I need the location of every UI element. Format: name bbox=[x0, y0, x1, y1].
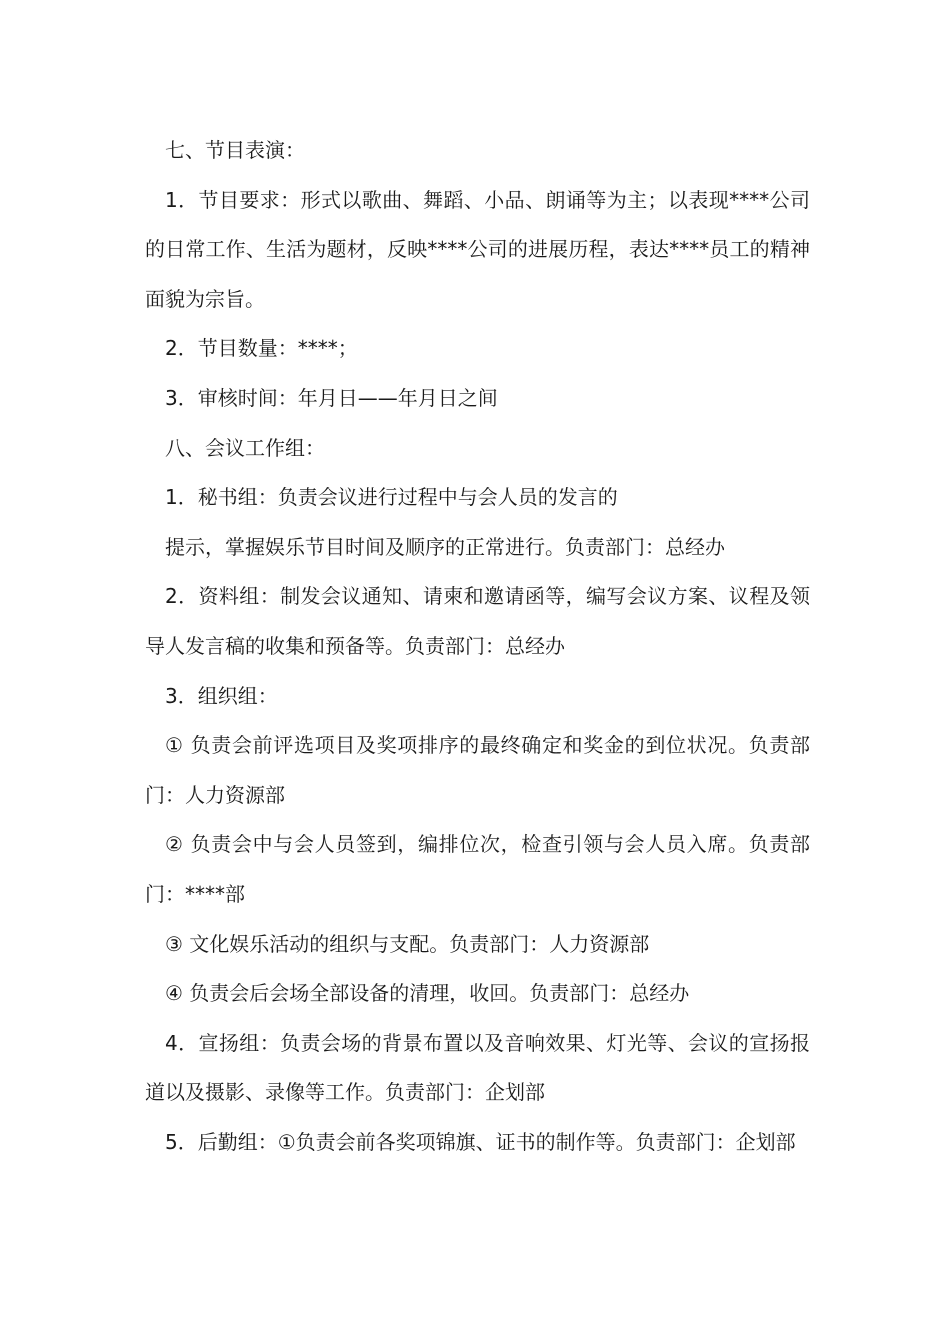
paragraph-organizing-group: 3．组织组： bbox=[165, 683, 278, 708]
paragraph-program-count: 2．节目数量：****； bbox=[165, 336, 358, 361]
paragraph-organizing-item-3: ③ 文化娱乐活动的组织与支配。负责部门：人力资源部 bbox=[165, 931, 650, 956]
paragraph-secretary-group: 1．秘书组：负责会议进行过程中与会人员的发言的 bbox=[165, 485, 618, 510]
paragraph-publicity-group: 4．宣扬组：负责会场的背景布置以及音响效果、灯光等、会议的宣扬报道以及摄影、录像等工作。负责部门：企划部 bbox=[145, 1030, 810, 1105]
paragraph-logistics-group: 5．后勤组：①负责会前各奖项锦旗、证书的制作等。负责部门：企划部 bbox=[165, 1129, 796, 1154]
paragraph-program-requirements: 1．节目要求：形式以歌曲、舞蹈、小品、朗诵等为主；以表现****公司的日常工作、生活为题材，反映****公司的进展历程，表达****员工的精神面貌为宗旨。 bbox=[145, 187, 810, 311]
paragraph-organizing-item-4: ④ 负责会后会场全部设备的清理，收回。负责部门：总经办 bbox=[165, 981, 690, 1006]
document-body bbox=[145, 126, 810, 1167]
paragraph-organizing-item-2: ② 负责会中与会人员签到，编排位次，检查引领与会人员入席。负责部门：****部 bbox=[145, 832, 810, 906]
section-heading-program: 七、节目表演： bbox=[165, 138, 305, 162]
paragraph-review-time: 3．审核时间：年月日——年月日之间 bbox=[165, 385, 498, 410]
paragraph-organizing-item-1: ① 负责会前评选项目及奖项排序的最终确定和奖金的到位状况。负责部门：人力资源部 bbox=[145, 733, 810, 807]
paragraph-materials-group: 2．资料组：制发会议通知、请柬和邀请函等，编写会议方案、议程及领导人发言稿的收集和预备等。负责部门：总经办 bbox=[145, 584, 810, 658]
section-heading-working-groups: 八、会议工作组： bbox=[165, 435, 325, 460]
paragraph-secretary-group-cont: 提示，掌握娱乐节目时间及顺序的正常进行。负责部门：总经办 bbox=[165, 534, 725, 559]
